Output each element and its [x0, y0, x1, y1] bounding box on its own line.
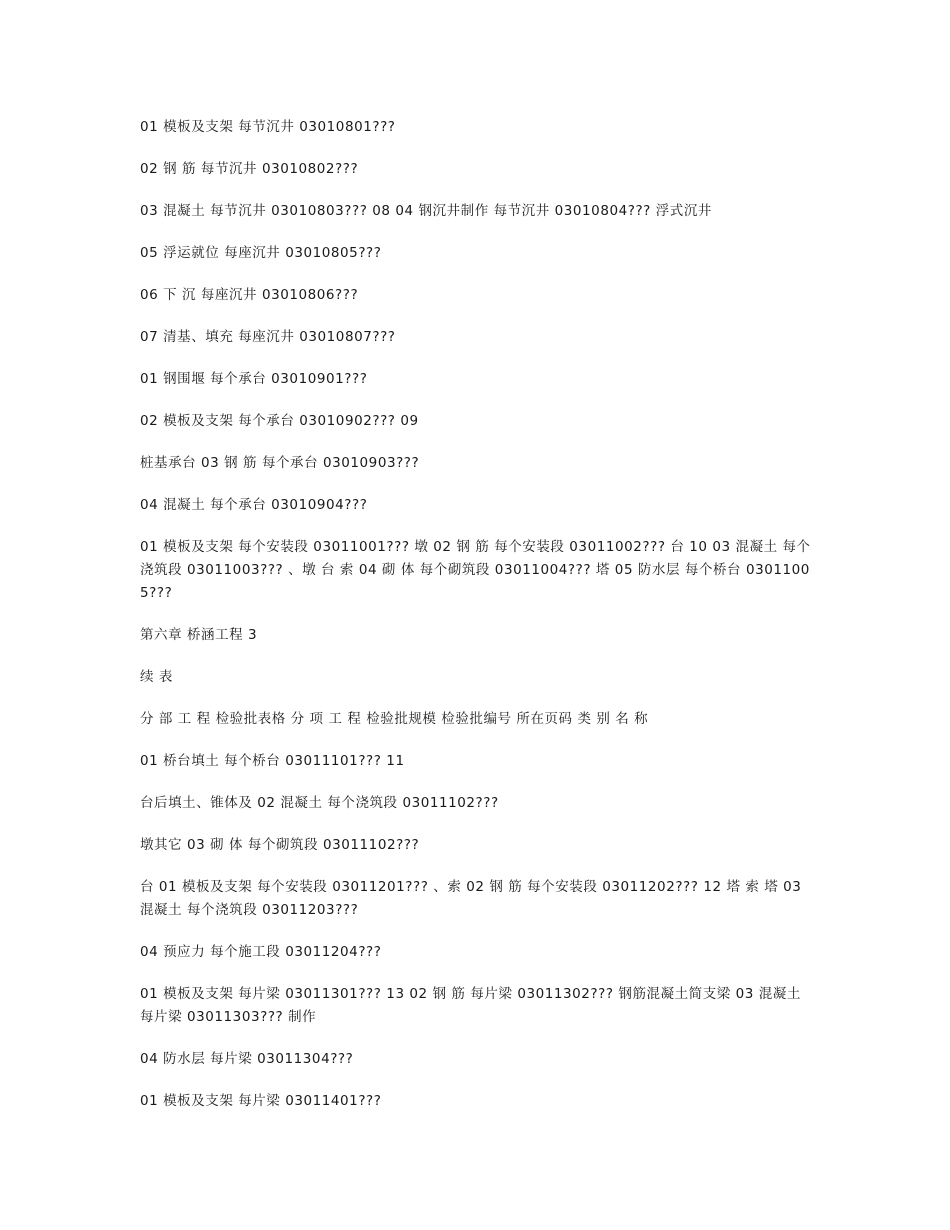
paragraph-10: 04 混凝土 每个承台 03010904???: [140, 497, 368, 513]
paragraph-18: 台 01 模板及支架 每个安装段 03011201??? 、索 02 钢 筋 每个安装段 03011202??? 12 塔 索 塔 03 混凝土 每个浇筑段 03011203???: [140, 879, 802, 918]
paragraph-22: 01 模板及支架 每片梁 03011401???: [140, 1093, 382, 1109]
document-page: [140, 116, 812, 1132]
paragraph-7: 01 钢围堰 每个承台 03010901???: [140, 371, 368, 387]
paragraph-21: 04 防水层 每片梁 03011304???: [140, 1051, 354, 1067]
paragraph-9: 桩基承台 03 钢 筋 每个承台 03010903???: [140, 455, 420, 471]
paragraph-17: 墩其它 03 砌 体 每个砌筑段 03011102???: [140, 837, 420, 853]
table-header-text: 分 部 工 程 检验批表格 分 项 工 程 检验批规模 检验批编号 所在页码 类 别 名 称: [140, 711, 649, 727]
chapter-heading: 第六章 桥涵工程 3: [140, 627, 258, 643]
paragraph-2: 02 钢 筋 每节沉井 03010802???: [140, 161, 359, 177]
paragraph-4: 05 浮运就位 每座沉井 03010805???: [140, 245, 382, 261]
continued-label: 续 表: [140, 669, 173, 685]
paragraph-5: 06 下 沉 每座沉井 03010806???: [140, 287, 359, 303]
paragraph-16: 台后填土、锥体及 02 混凝土 每个浇筑段 03011102???: [140, 795, 499, 811]
paragraph-8: 02 模板及支架 每个承台 03010902??? 09: [140, 413, 419, 429]
paragraph-19: 04 预应力 每个施工段 03011204???: [140, 944, 382, 960]
paragraph-20: 01 模板及支架 每片梁 03011301??? 13 02 钢 筋 每片梁 03011302??? 钢筋混凝土简支梁 03 混凝土 每片梁 03011303??? 制作: [140, 986, 801, 1025]
paragraph-1: 01 模板及支架 每节沉井 03010801???: [140, 119, 396, 135]
paragraph-6: 07 清基、填充 每座沉井 03010807???: [140, 329, 396, 345]
paragraph-3: 03 混凝土 每节沉井 03010803??? 08 04 钢沉井制作 每节沉井 03010804??? 浮式沉井: [140, 203, 712, 219]
paragraph-15: 01 桥台填土 每个桥台 03011101??? 11: [140, 753, 405, 769]
paragraph-11: 01 模板及支架 每个安装段 03011001??? 墩 02 钢 筋 每个安装段 03011002??? 台 10 03 混凝土 每个浇筑段 03011003??? 、墩 台 索 04 砌 体 每个砌筑段 03011004??? 塔 05 防水层 每个桥台 03011005???: [140, 539, 811, 601]
